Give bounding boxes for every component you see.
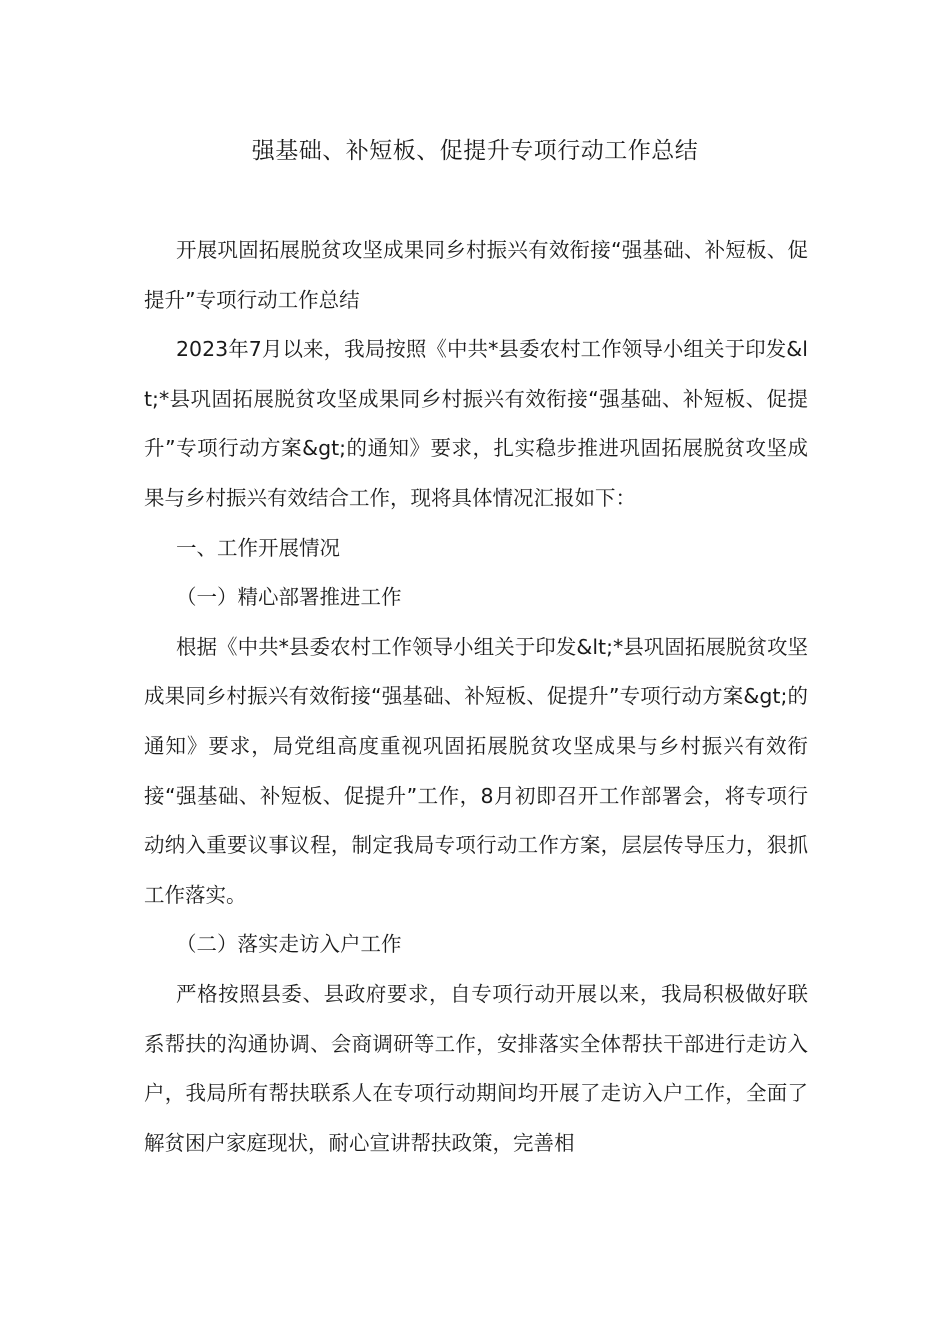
subsection-1-paragraph: 根据《中共*县委农村工作领导小组关于印发&lt;*县巩固拓展脱贫攻坚成果同乡村振兴有效衔接“强基础、补短板、促提升”专项行动方案&gt;的通知》要求，局党组高度重视巩固拓展脱贫攻坚成果与乡村振兴有效衔接“强基础、补短板、促提升”工作，8月初即召开工作部署会，将专项行动纳入重要议事议程，制定我局专项行动工作方案，层层传导压力，狠抓工作落实。 — [144, 634, 808, 907]
subsection-heading-2: （二）落实走访入户工作 — [176, 932, 402, 957]
document-title: 强基础、补短板、促提升专项行动工作总结 — [251, 138, 699, 164]
background-paragraph: 2023年7月以来，我局按照《中共*县委农村工作领导小组关于印发&lt;*县巩固拓展脱贫攻坚成果同乡村振兴有效衔接“强基础、补短板、促提升”专项行动方案&gt;的通知》要求，扎实稳步推进巩固拓展脱贫攻坚成果与乡村振兴有效结合工作，现将具体情况汇报如下： — [144, 337, 808, 510]
subsection-heading-1: （一）精心部署推进工作 — [176, 585, 402, 610]
section-heading: 一、工作开展情况 — [176, 535, 340, 560]
subsection-2-paragraph: 严格按照县委、县政府要求，自专项行动开展以来，我局积极做好联系帮扶的沟通协调、会商调研等工作，安排落实全体帮扶干部进行走访入户，我局所有帮扶联系人在专项行动期间均开展了走访入户工作，全面了解贫困户家庭现状，耐心宣讲帮扶政策，完善相 — [144, 981, 808, 1155]
document-body — [144, 226, 808, 1168]
intro-paragraph: 开展巩固拓展脱贫攻坚成果同乡村振兴有效衔接“强基础、补短板、促提升”专项行动工作总结 — [144, 238, 808, 312]
